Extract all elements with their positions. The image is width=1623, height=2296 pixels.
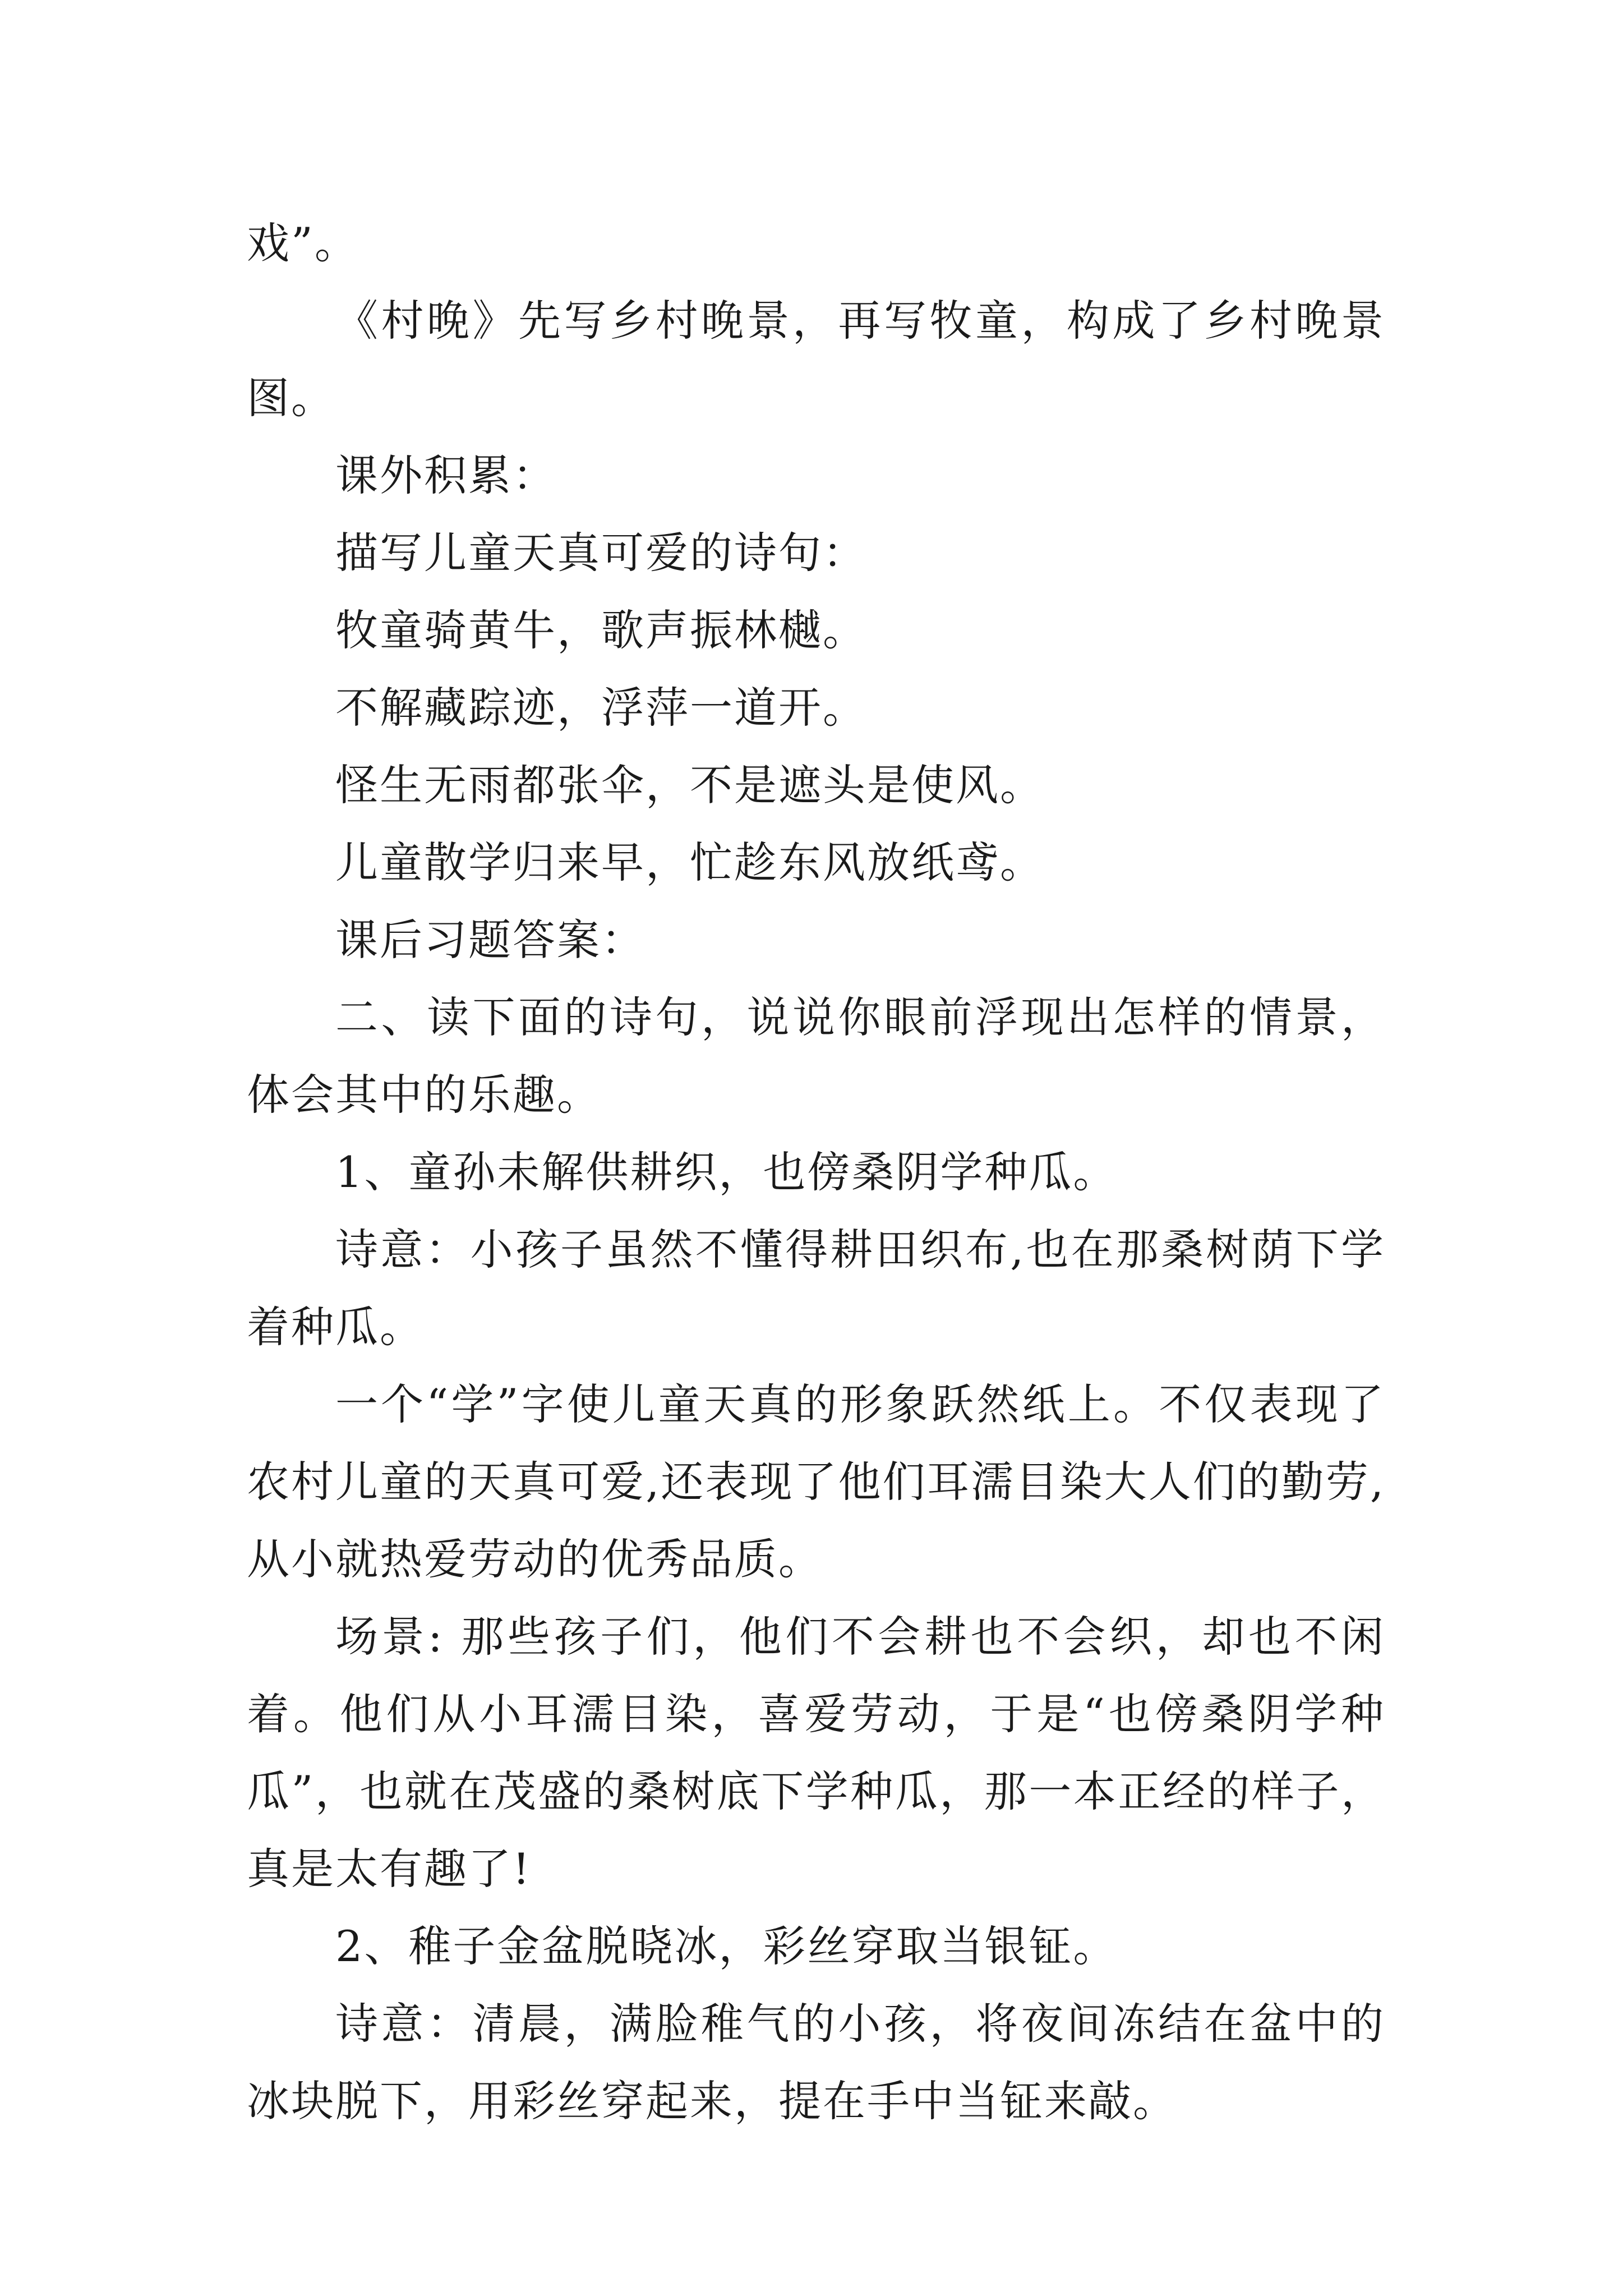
poem-line-1: 牧童骑黄牛，歌声振林樾。: [335, 605, 867, 655]
paragraph-cunwan-summary: 《村晚》先写乡村晚景，再写牧童，构成了乡村晚景图。: [247, 296, 1385, 423]
paragraph-meaning-one: 诗意：小孩子虽然不懂得耕田织布,也在那桑树荫下学着种瓜。: [247, 1225, 1385, 1352]
poem-line-2: 不解藏踪迹，浮萍一道开。: [335, 683, 867, 733]
paragraph-continuation: 戏”。: [247, 218, 359, 268]
poem-line-3: 怪生无雨都张伞，不是遮头是使风。: [335, 760, 1044, 810]
heading-exercise-answers: 课后习题答案：: [335, 915, 645, 965]
paragraph-meaning-two: 诗意：清晨，满脸稚气的小孩，将夜间冻结在盆中的冰块脱下，用彩丝穿起来，提在手中当钲来敲。: [247, 1999, 1385, 2126]
heading-extracurricular: 课外积累：: [335, 450, 557, 500]
paragraph-item-one: 1、童孙未解供耕织，也傍桑阴学种瓜。: [335, 1147, 1118, 1197]
document-body: [247, 205, 1385, 2140]
poem-line-4: 儿童散学归来早，忙趁东风放纸鸢。: [335, 838, 1044, 887]
paragraph-poem-intro: 描写儿童天真可爱的诗句：: [335, 528, 867, 578]
paragraph-question-two: 二、读下面的诗句，说说你眼前浮现出怎样的情景，体会其中的乐趣。: [247, 992, 1385, 1120]
paragraph-scene-one: 场景: 那些孩子们，他们不会耕也不会织，却也不闲着。他们从小耳濡目染，喜爱劳动，于是“也傍桑阴学种瓜”，也就在茂盛的桑树底下学种瓜，那一本正经的样子，真是太有趣了!: [247, 1612, 1385, 1894]
paragraph-item-two: 2、稚子金盆脱晓冰，彩丝穿取当银钲。: [335, 1921, 1118, 1971]
paragraph-analysis-one: 一个“学”字使儿童天真的形象跃然纸上。不仅表现了农村儿童的天真可爱,还表现了他们耳濡目染大人们的勤劳,从小就热爱劳动的优秀品质。: [247, 1379, 1385, 1584]
